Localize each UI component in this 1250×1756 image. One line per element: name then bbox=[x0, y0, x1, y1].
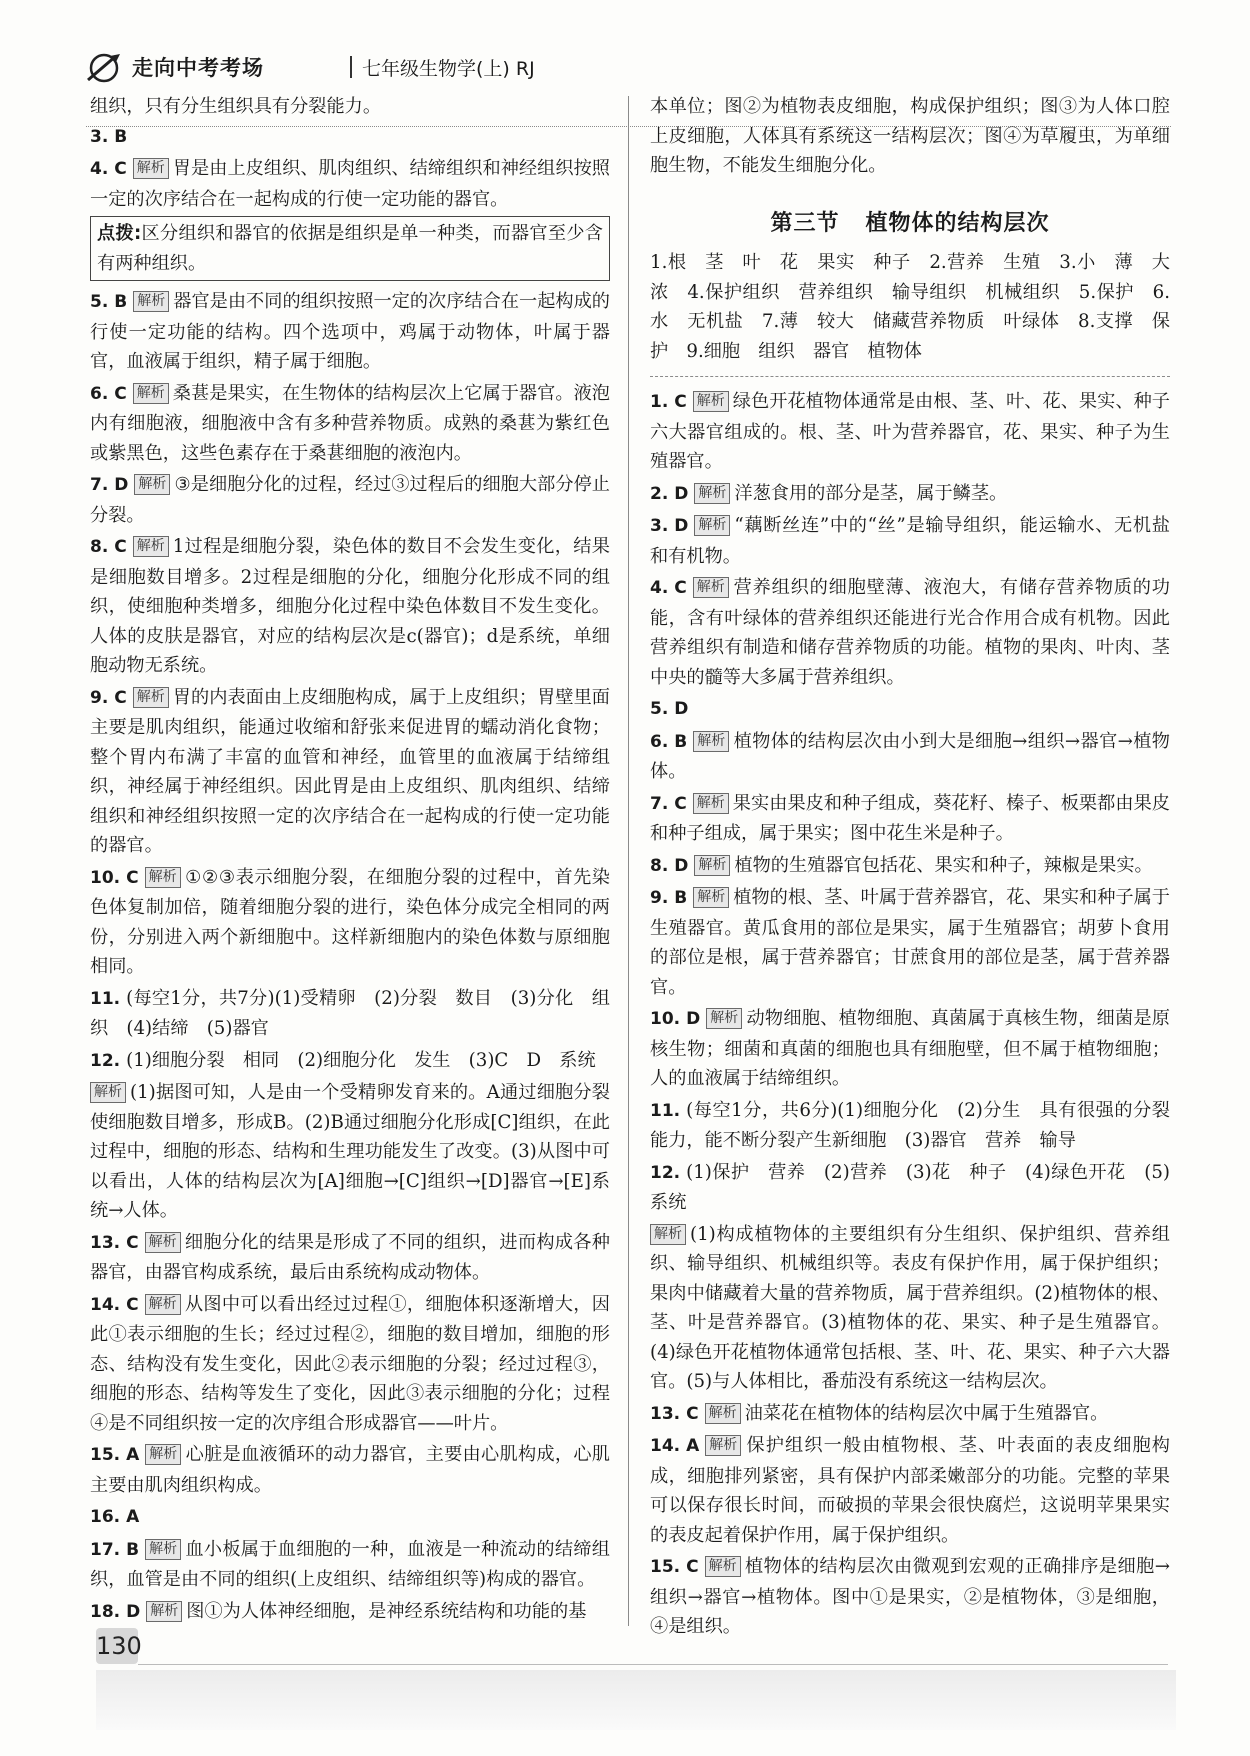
answer-choice: C bbox=[114, 537, 127, 557]
right-column bbox=[650, 92, 1189, 1644]
analysis-tag: 解析 bbox=[145, 867, 181, 888]
tip-label: 点拨: bbox=[97, 223, 142, 244]
analysis-tag: 解析 bbox=[694, 483, 730, 504]
answer-item bbox=[90, 1078, 610, 1226]
question-number: 8. bbox=[90, 537, 109, 557]
answer-choice: D bbox=[674, 516, 689, 536]
question-number: 4. bbox=[650, 578, 669, 598]
answer-item bbox=[90, 287, 610, 377]
answer-text: 胃是由上皮组织、肌肉组织、结缔组织和神经组织按照一定的次序结合在一起构成的行使一定功能的器官。 bbox=[90, 158, 610, 210]
question-number: 18. bbox=[90, 1601, 121, 1622]
answer-item bbox=[650, 1158, 1170, 1218]
analysis-tag: 解析 bbox=[133, 158, 169, 179]
answer-text: 器官是由不同的组织按照一定的次序结合在一起构成的行使一定功能的结构。四个选项中，鸡属于动物体，叶属于器官，血液属于组织，精子属于细胞。 bbox=[90, 291, 610, 372]
answer-choice: A bbox=[686, 1436, 700, 1456]
answer-text: (1)保护 营养 (2)营养 (3)花 种子 (4)绿色开花 (5)系统 bbox=[650, 1161, 1170, 1213]
answer-item bbox=[90, 1228, 610, 1288]
answer-item bbox=[650, 1399, 1170, 1430]
answer-text: (每空1分，共6分)(1)细胞分化 (2)分生 具有很强的分裂能力，能不断分裂产生新细胞 (3)器官 营养 输导 bbox=[650, 1099, 1170, 1151]
answer-item bbox=[650, 479, 1170, 510]
question-number: 7. bbox=[650, 793, 669, 814]
answer-text: ①②③表示细胞分裂，在细胞分裂的过程中，首先染色体复制加倍，随着细胞分裂的进行，染色体分成完全相同的两份，分别进入两个新细胞中。这样新细胞内的染色体数与原细胞相同。 bbox=[90, 866, 610, 977]
answer-item bbox=[90, 1597, 610, 1628]
answer-choice: D bbox=[674, 855, 689, 876]
question-number: 2. bbox=[650, 483, 669, 504]
question-number: 17. bbox=[90, 1539, 121, 1560]
analysis-tag: 解析 bbox=[133, 383, 169, 404]
answer-choice: D bbox=[674, 699, 689, 719]
question-number: 13. bbox=[90, 1232, 121, 1253]
answer-text: 动物细胞、植物细胞、真菌属于真核生物，细菌是原核生物；细菌和真菌的细胞也具有细胞壁，但不属于植物细胞；人的血液属于结缔组织。 bbox=[650, 1008, 1170, 1089]
answer-text: 1过程是细胞分裂，染色体的数目不会发生变化，结果是细胞数目增多。2过程是细胞的分化，细胞分化形成不同的组织，使细胞种类增多，细胞分化过程中染色体数目不发生变化。人体的皮肤是器官，对应的结构层次是c(器官)；d是系统，单细胞动物无系统。 bbox=[90, 536, 610, 676]
footer-rule bbox=[138, 1664, 1168, 1665]
answer-item bbox=[650, 851, 1170, 882]
question-number: 12. bbox=[90, 1050, 121, 1071]
answer-choice: C bbox=[126, 867, 139, 888]
question-number: 14. bbox=[650, 1436, 681, 1456]
analysis-tag: 解析 bbox=[694, 515, 730, 536]
answer-choice: C bbox=[674, 578, 687, 598]
analysis-tag: 解析 bbox=[145, 1294, 181, 1315]
answer-text: 植物的根、茎、叶属于营养器官，花、果实和种子属于生殖器官。黄瓜食用的部位是果实，属于生殖器官；胡萝卜食用的部位是根，属于营养器官；甘蔗食用的部位是茎，属于营养器官。 bbox=[650, 887, 1170, 998]
answer-choice: C bbox=[686, 1557, 699, 1577]
answer-item bbox=[90, 154, 610, 214]
section-title bbox=[650, 209, 1170, 239]
answer-item bbox=[650, 1220, 1170, 1397]
section-number: 第三节 bbox=[770, 210, 840, 236]
analysis-tag: 解析 bbox=[693, 887, 729, 908]
page-number: 130 bbox=[96, 1628, 138, 1664]
answer-item bbox=[90, 1535, 610, 1595]
question-number: 11. bbox=[90, 988, 121, 1009]
answer-text: 保护组织一般由植物根、茎、叶表面的表皮细胞构成，细胞排列紧密，具有保护内部柔嫩部分的功能。完整的苹果可以保存很长时间，而破损的苹果会很快腐烂，这说明苹果果实的表皮起着保护作用，属于保护组织。 bbox=[650, 1435, 1170, 1546]
analysis-tag: 解析 bbox=[705, 1435, 741, 1456]
answer-item bbox=[90, 984, 610, 1044]
answer-text: 胃的内表面由上皮细胞构成，属于上皮组织；胃壁里面主要是肌肉组织，能通过收缩和舒张来促进胃的蠕动消化食物；整个胃内布满了丰富的血管和神经，血管里的血液属于结缔组织，神经属于神经组织。因此胃是由上皮组织、肌肉组织、结缔组织和神经组织按照一定的次序结合在一起构成的行使一定功能的器官。 bbox=[90, 686, 610, 856]
tip-box bbox=[90, 216, 610, 281]
answer-text: 果实由果皮和种子组成，葵花籽、榛子、板栗都由果皮和种子组成，属于果实；图中花生米是种子。 bbox=[650, 792, 1170, 844]
analysis-tag: 解析 bbox=[133, 536, 169, 557]
page-header bbox=[86, 48, 1171, 86]
answer-text: 植物体的结构层次由微观到宏观的正确排序是细胞→组织→器官→植物体。图中①是果实，②是植物体，③是细胞，④是组织。 bbox=[650, 1556, 1170, 1637]
answer-item bbox=[90, 1046, 610, 1077]
answer-choice: B bbox=[114, 292, 128, 312]
answer-choice: D bbox=[674, 483, 689, 504]
left-column bbox=[90, 92, 610, 1629]
answer-item bbox=[650, 1431, 1170, 1550]
answer-text: 心脏是血液循环的动力器官，主要由心肌构成，心肌主要由肌肉组织构成。 bbox=[90, 1444, 610, 1496]
answer-text: 油菜花在植物体的结构层次中属于生殖器官。 bbox=[744, 1402, 1109, 1424]
analysis-tag: 解析 bbox=[705, 1403, 741, 1424]
right-continuation: 本单位；图②为植物表皮细胞，构成保护组织；图③为人体口腔上皮细胞，人体具有系统这一结构层次；图④为草履虫，为单细胞生物，不能发生细胞分化。 bbox=[650, 96, 1170, 176]
answer-choice: A bbox=[126, 1445, 140, 1465]
answer-choice: C bbox=[686, 1403, 699, 1424]
question-number: 13. bbox=[650, 1403, 681, 1424]
left-intro: 组织，只有分生组织具有分裂能力。 bbox=[90, 96, 382, 117]
answer-item bbox=[650, 727, 1170, 787]
answer-choice: C bbox=[674, 392, 687, 412]
answer-item bbox=[90, 122, 610, 153]
answer-choice: B bbox=[114, 126, 128, 147]
answer-text: 血小板属于血细胞的一种，血液是一种流动的结缔组织，血管是由不同的组织(上皮组织、结缔组织等)构成的器官。 bbox=[90, 1538, 610, 1590]
answer-text: 从图中可以看出经过过程①，细胞体积逐渐增大，因此①表示细胞的生长；经过过程②，细胞的数目增加，细胞的形态、结构没有发生变化，因此②表示细胞的分裂；经过过程③，细胞的形态、结构等发生了变化，因此③表示细胞的分化；过程④是不同组织按一定的次序组合形成器官——叶片。 bbox=[90, 1293, 610, 1434]
question-number: 9. bbox=[90, 687, 109, 708]
question-number: 8. bbox=[650, 855, 669, 876]
answer-choice: C bbox=[674, 793, 687, 814]
answer-item bbox=[650, 789, 1170, 849]
answer-text: 植物的生殖器官包括花、果实和种子，辣椒是果实。 bbox=[734, 854, 1153, 876]
answer-text: 细胞分化的结果是形成了不同的组织，进而构成各种器官，由器官构成系统，最后由系统构成动物体。 bbox=[90, 1231, 610, 1283]
dashed-separator bbox=[650, 376, 1170, 377]
answer-text: (1)细胞分裂 相同 (2)细胞分化 发生 (3)C D 系统 bbox=[126, 1049, 596, 1071]
answer-item bbox=[650, 694, 1170, 725]
answer-choice: B bbox=[126, 1539, 140, 1560]
answer-choice: A bbox=[126, 1507, 140, 1527]
question-number: 4. bbox=[90, 159, 109, 179]
analysis-tag: 解析 bbox=[705, 1556, 741, 1577]
analysis-tag: 解析 bbox=[693, 577, 729, 598]
question-number: 15. bbox=[90, 1445, 121, 1465]
answer-item bbox=[650, 1552, 1170, 1642]
answer-item bbox=[90, 683, 610, 861]
question-number: 5. bbox=[650, 699, 669, 719]
answer-item bbox=[90, 863, 610, 982]
analysis-tag: 解析 bbox=[693, 731, 729, 752]
column-divider bbox=[628, 96, 629, 1626]
question-number: 6. bbox=[90, 383, 109, 404]
answer-item bbox=[650, 573, 1170, 692]
answer-choice: B bbox=[674, 731, 688, 752]
answer-text: (每空1分，共7分)(1)受精卵 (2)分裂 数目 (3)分化 组织 (4)结缔 (5)器官 bbox=[90, 987, 610, 1039]
footer-band bbox=[96, 1670, 1176, 1730]
answer-item bbox=[90, 1290, 610, 1439]
header-divider bbox=[350, 56, 352, 78]
subject-label: 七年级生物学(上) RJ bbox=[362, 58, 535, 80]
question-number: 11. bbox=[650, 1100, 681, 1121]
question-number: 9. bbox=[650, 888, 669, 908]
fill-in-answers: 1.根 茎 叶 花 果实 种子 2.营养 生殖 3.小 薄 大 浓 4.保护组织 营养组织 输导组织 机械组织 5.保护 6.水 无机盐 7.薄 较大 储藏营养物质 叶绿体 8.支撑 保护 9.细胞 组织 器官 植物体 bbox=[650, 252, 1189, 362]
question-number: 10. bbox=[650, 1009, 681, 1029]
answer-item bbox=[650, 1096, 1170, 1156]
answer-item bbox=[650, 511, 1170, 571]
question-number: 15. bbox=[650, 1557, 681, 1577]
answer-item bbox=[90, 1440, 610, 1500]
answer-choice: C bbox=[126, 1294, 139, 1315]
answer-choice: C bbox=[114, 383, 127, 404]
analysis-tag: 解析 bbox=[145, 1232, 181, 1253]
answer-text: “藕断丝连”中的“丝”是输导组织，能运输水、无机盐和有机物。 bbox=[650, 515, 1170, 567]
answer-choice: C bbox=[114, 687, 127, 708]
question-number: 5. bbox=[90, 292, 109, 312]
answer-item bbox=[650, 883, 1170, 1002]
question-number: 3. bbox=[650, 516, 669, 536]
answer-text: 植物体的结构层次由小到大是细胞→组织→器官→植物体。 bbox=[650, 730, 1170, 782]
answer-choice: C bbox=[114, 159, 127, 179]
analysis-tag: 解析 bbox=[694, 855, 730, 876]
answer-choice: D bbox=[126, 1601, 141, 1622]
answer-text: (1)构成植物体的主要组织有分生组织、保护组织、营养组织、输导组织、机械组织等。表皮有保护作用，属于保护组织；果肉中储藏着大量的营养物质，属于营养组织。(2)植物体的根、茎、叶是营养器官。(3)植物体的花、果实、种子是生殖器官。(4)绿色开花植物体通常包括根、茎、叶、花、果实、种子六大器官。(5)与人体相比，番茄没有系统这一结构层次。 bbox=[650, 1223, 1170, 1392]
question-number: 10. bbox=[90, 867, 121, 888]
analysis-tag: 解析 bbox=[145, 1539, 181, 1560]
answer-item bbox=[90, 1502, 610, 1533]
answer-text: (1)据图可知，人是由一个受精卵发育来的。A通过细胞分裂使细胞数目增多，形成B。(2)B通过细胞分化形成[C]组织，在此过程中，细胞的形态、结构和生理功能发生了改变。(3)从图中可以看出，人体的结构层次为[A]细胞→[C]组织→[D]器官→[E]系统→人体。 bbox=[90, 1082, 610, 1221]
analysis-tag: 解析 bbox=[706, 1008, 742, 1029]
answer-text: 洋葱食用的部分是茎，属于鳞茎。 bbox=[734, 482, 1008, 504]
analysis-tag: 解析 bbox=[133, 687, 169, 708]
question-number: 14. bbox=[90, 1294, 121, 1315]
answer-choice: D bbox=[686, 1009, 701, 1029]
answer-choice: C bbox=[126, 1232, 139, 1253]
analysis-tag: 解析 bbox=[90, 1082, 126, 1103]
analysis-tag: 解析 bbox=[146, 1601, 182, 1622]
analysis-tag: 解析 bbox=[693, 793, 729, 814]
brand-title: 走向中考考场 bbox=[132, 56, 264, 80]
answer-choice: B bbox=[674, 888, 688, 908]
answer-item bbox=[650, 387, 1170, 477]
analysis-tag: 解析 bbox=[134, 474, 170, 495]
answer-item bbox=[90, 532, 610, 681]
analysis-tag: 解析 bbox=[133, 291, 169, 312]
question-number: 7. bbox=[90, 475, 109, 495]
answer-text: 营养组织的细胞壁薄、液泡大，有储存营养物质的功能，含有叶绿体的营养组织还能进行光合作用合成有机物。因此营养组织有制造和储存营养物质的功能。植物的果肉、叶肉、茎中央的髓等大多属于营养组织。 bbox=[650, 577, 1170, 688]
analysis-tag: 解析 bbox=[693, 391, 729, 412]
question-number: 1. bbox=[650, 392, 669, 412]
question-number: 12. bbox=[650, 1162, 681, 1183]
analysis-tag: 解析 bbox=[145, 1444, 181, 1465]
answer-item bbox=[90, 470, 610, 530]
answer-text: ③是细胞分化的过程，经过③过程后的细胞大部分停止分裂。 bbox=[90, 474, 610, 526]
answer-text: 绿色开花植物体通常是由根、茎、叶、花、果实、种子六大器官组成的。根、茎、叶为营养器官，花、果实、种子为生殖器官。 bbox=[650, 391, 1170, 472]
tip-text: 区分组织和器官的依据是组织是单一种类，而器官至少含有两种组织。 bbox=[97, 223, 603, 274]
question-number: 16. bbox=[90, 1507, 121, 1527]
answer-item bbox=[90, 379, 610, 469]
answer-text: 桑葚是果实，在生物体的结构层次上它属于器官。液泡内有细胞液，细胞液中含有多种营养物质。成熟的桑葚为紫红色或紫黑色，这些色素存在于桑葚细胞的液泡内。 bbox=[90, 382, 610, 464]
analysis-tag: 解析 bbox=[650, 1224, 686, 1245]
section-name: 植物体的结构层次 bbox=[865, 210, 1050, 236]
answer-item bbox=[650, 1004, 1170, 1094]
answer-choice: D bbox=[114, 475, 129, 495]
question-number: 3. bbox=[90, 126, 109, 147]
logo-icon bbox=[86, 50, 126, 84]
question-number: 6. bbox=[650, 731, 669, 752]
answer-text: 图①为人体神经细胞，是神经系统结构和功能的基 bbox=[186, 1600, 587, 1622]
